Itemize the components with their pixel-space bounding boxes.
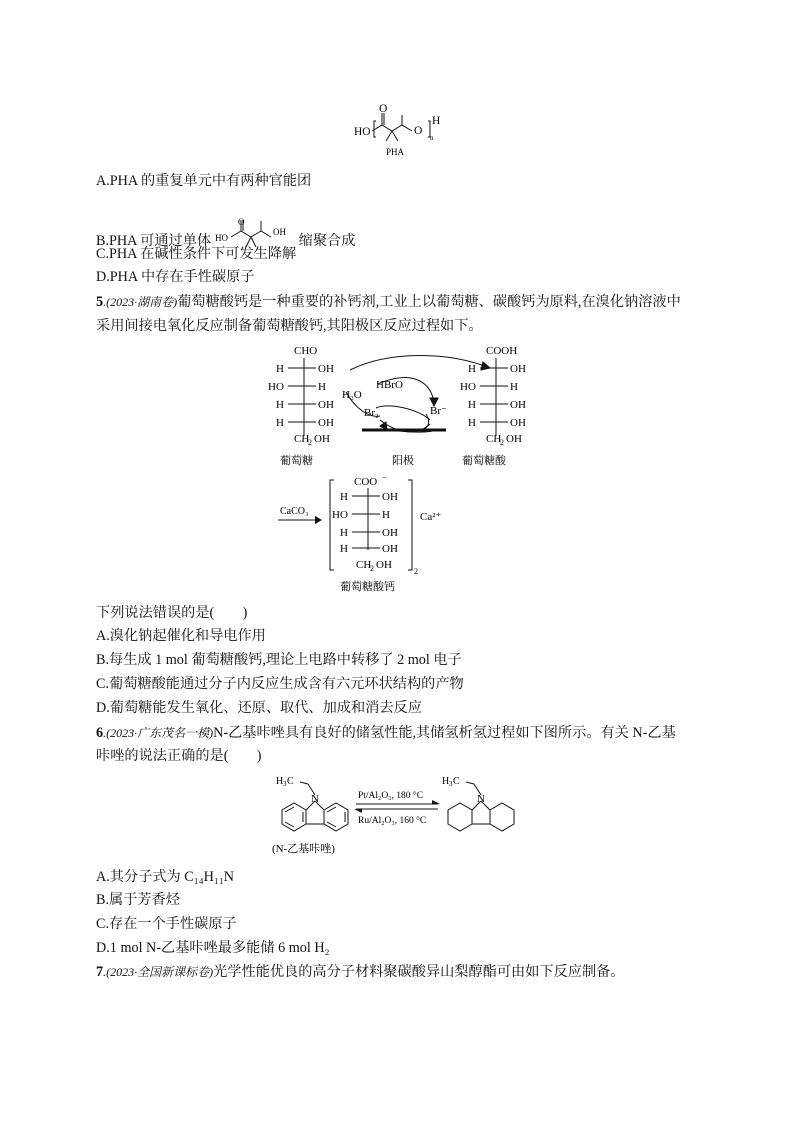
pha-structure-diagram bbox=[350, 104, 450, 162]
hbro-label: HBrO bbox=[376, 379, 403, 391]
svg-text:OH: OH bbox=[272, 227, 286, 237]
svg-text:H: H bbox=[276, 363, 284, 375]
svg-text:2: 2 bbox=[500, 438, 504, 447]
svg-text:COOH: COOH bbox=[486, 345, 518, 357]
br2-label: Br₂ bbox=[364, 407, 379, 419]
condition-top: Pt/Al₂O₃, 180 °C bbox=[358, 791, 424, 801]
svg-text:H: H bbox=[276, 417, 284, 429]
condition-bottom: Ru/Al₂O₃, 160 °C bbox=[358, 816, 427, 826]
q6-option-b: B.属于芳香烃 bbox=[96, 892, 180, 908]
pha-label: PHA bbox=[386, 147, 405, 157]
svg-text:H: H bbox=[468, 417, 476, 429]
svg-text:2: 2 bbox=[414, 567, 418, 576]
q4-option-a: A.PHA 的重复单元中有两种官能团 bbox=[96, 173, 312, 189]
svg-text:OH: OH bbox=[318, 363, 334, 375]
svg-text:OH: OH bbox=[314, 433, 330, 445]
anode-reaction-diagram bbox=[260, 340, 560, 595]
svg-text:OH: OH bbox=[382, 543, 398, 555]
caco3-label: CaCO₃ bbox=[280, 506, 309, 517]
svg-text:CH: CH bbox=[486, 433, 502, 445]
svg-text:OH: OH bbox=[506, 433, 522, 445]
br-minus-label: Br⁻ bbox=[430, 405, 447, 417]
svg-text:O: O bbox=[414, 125, 423, 137]
q6-option-d: D.1 mol N-乙基咔唑最多能储 6 mol H₂ bbox=[96, 940, 330, 956]
svg-text:HO: HO bbox=[268, 381, 284, 393]
svg-text:−: − bbox=[382, 473, 387, 482]
svg-text:OH: OH bbox=[510, 363, 526, 375]
svg-text:H: H bbox=[276, 399, 284, 411]
glucose-label: 葡萄糖 bbox=[280, 455, 313, 467]
svg-text:OH: OH bbox=[376, 559, 392, 571]
svg-text:OH: OH bbox=[510, 417, 526, 429]
calcium-gluconate-label: 葡萄糖酸钙 bbox=[340, 581, 395, 593]
svg-text:n: n bbox=[430, 134, 434, 142]
svg-text:O: O bbox=[237, 217, 245, 227]
svg-text:H: H bbox=[468, 399, 476, 411]
svg-text:3: 3 bbox=[449, 780, 453, 788]
h2o-label: H₂O bbox=[342, 389, 362, 401]
n-ethylcarbazole-label: (N-乙基咔唑) bbox=[272, 843, 335, 855]
q7-stem: 7.(2023·全国新课标卷)光学性能优良的高分子材料聚碳酸异山梨醇酯可由如下反应制备。 bbox=[96, 964, 625, 980]
pha-figure bbox=[350, 104, 450, 162]
svg-text:2: 2 bbox=[370, 564, 374, 573]
svg-text:H: H bbox=[432, 115, 441, 127]
q5-prompt: 下列说法错误的是( ) bbox=[96, 605, 248, 621]
q6-option-a: A.其分子式为 C₁₄H₁₁N bbox=[96, 869, 235, 885]
q4-option-c: C.PHA 在碱性条件下可发生降解 bbox=[96, 246, 297, 262]
svg-text:H: H bbox=[340, 543, 348, 555]
svg-text:3: 3 bbox=[283, 780, 287, 788]
svg-text:OH: OH bbox=[382, 491, 398, 503]
svg-text:N: N bbox=[311, 793, 319, 805]
svg-text:H: H bbox=[468, 363, 476, 375]
svg-text:H: H bbox=[340, 527, 348, 539]
svg-text:HO: HO bbox=[460, 381, 476, 393]
svg-text:COO: COO bbox=[354, 476, 378, 488]
svg-text:C: C bbox=[453, 776, 460, 787]
q4-option-b: B.PHA 可通过单体 HO O OH 缩聚合成 bbox=[96, 217, 356, 249]
q5-reaction-scheme bbox=[260, 340, 560, 595]
svg-text:HO: HO bbox=[214, 233, 228, 243]
q6-stem-line2: 咔唑的说法正确的是( ) bbox=[96, 748, 262, 764]
svg-text:O: O bbox=[379, 104, 388, 115]
svg-text:H: H bbox=[340, 491, 348, 503]
q5-option-a: A.溴化钠起催化和导电作用 bbox=[96, 628, 266, 644]
svg-text:C: C bbox=[287, 776, 294, 787]
svg-text:OH: OH bbox=[318, 399, 334, 411]
q5-option-b: B.每生成 1 mol 葡萄糖酸钙,理论上电路中转移了 2 mol 电子 bbox=[96, 652, 462, 668]
svg-text:H: H bbox=[442, 776, 450, 787]
svg-text:HO: HO bbox=[354, 126, 371, 138]
svg-text:H: H bbox=[318, 381, 326, 393]
svg-text:CHO: CHO bbox=[294, 345, 318, 357]
svg-text:OH: OH bbox=[318, 417, 334, 429]
q5-stem-line2: 采用间接电氧化反应制备葡萄糖酸钙,其阳极区反应过程如下。 bbox=[96, 318, 483, 334]
q5-option-c: C.葡萄糖酸能通过分子内反应生成含有六元环状结构的产物 bbox=[96, 676, 464, 692]
carbazole-hydrogenation-diagram bbox=[262, 770, 532, 860]
q4-option-d: D.PHA 中存在手性碳原子 bbox=[96, 269, 255, 285]
svg-text:CH: CH bbox=[356, 559, 372, 571]
q6-option-c: C.存在一个手性碳原子 bbox=[96, 916, 237, 932]
svg-text:CH: CH bbox=[294, 433, 310, 445]
q6-stem-line1: 6.(2023·广东茂名一模)N-乙基咔唑具有良好的储氢性能,其储氢析氢过程如下图所示。有关 N-乙基 bbox=[96, 725, 676, 741]
svg-text:H: H bbox=[382, 509, 390, 521]
svg-text:H: H bbox=[510, 381, 518, 393]
svg-text:OH: OH bbox=[382, 527, 398, 539]
calcium-ion-label: Ca²⁺ bbox=[420, 511, 442, 523]
svg-text:2: 2 bbox=[308, 438, 312, 447]
q5-stem-line1: 5.(2023·湖南卷)葡萄糖酸钙是一种重要的补钙剂,工业上以葡萄糖、碳酸钙为原料,在溴化钠溶液中 bbox=[96, 294, 681, 310]
svg-text:OH: OH bbox=[510, 399, 526, 411]
q5-option-d: D.葡萄糖能发生氧化、还原、取代、加成和消去反应 bbox=[96, 700, 422, 716]
anode-label: 阳极 bbox=[392, 455, 414, 467]
svg-text:HO: HO bbox=[332, 509, 348, 521]
svg-text:H: H bbox=[276, 776, 284, 787]
q6-hydrogenation-scheme bbox=[262, 770, 532, 860]
svg-text:N: N bbox=[477, 793, 485, 805]
gluconic-acid-label: 葡萄糖酸 bbox=[462, 455, 506, 467]
